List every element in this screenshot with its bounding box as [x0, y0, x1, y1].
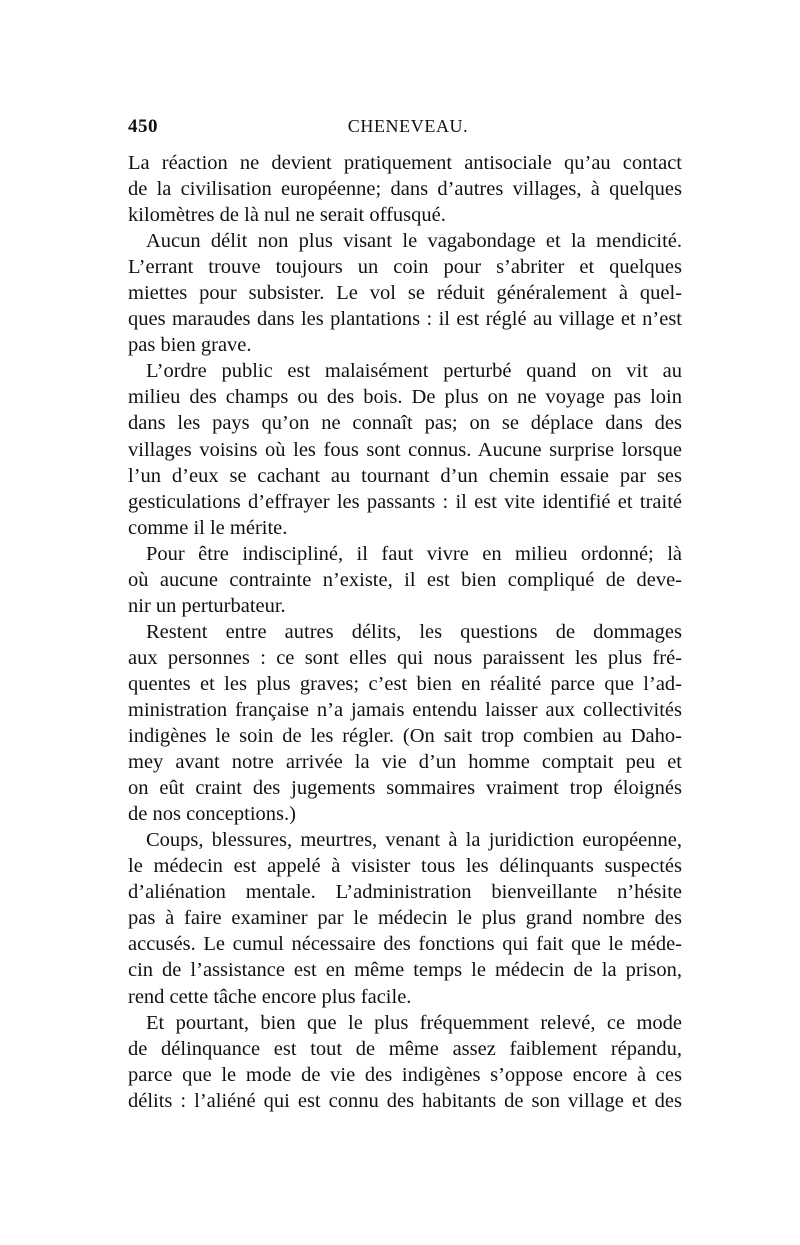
text-line: ministration française n’a jamais entendu laisser aux collectivités — [128, 698, 682, 721]
text-line: Coups, blessures, meurtres, venant à la juridiction européenne, — [146, 829, 682, 852]
text-line: kilomètres de là nul ne serait offusqué. — [128, 204, 446, 227]
body-text — [128, 150, 682, 1114]
text-line: de nos conceptions.) — [128, 803, 296, 826]
text-line: rend cette tâche encore plus facile. — [128, 985, 412, 1008]
page-number: 450 — [128, 116, 158, 137]
text-line: aux personnes : ce sont elles qui nous paraissent les plus fré- — [128, 646, 682, 669]
text-line: pas bien grave. — [128, 334, 252, 357]
text-line: de délinquance est tout de même assez faiblement répandu, — [128, 1037, 682, 1060]
text-line: Et pourtant, bien que le plus fréquemment relevé, ce mode — [146, 1011, 682, 1034]
text-line: délits : l’aliéné qui est connu des habitants de son village et des — [128, 1089, 682, 1112]
text-line: pas à faire examiner par le médecin le plus grand nombre des — [128, 907, 682, 930]
text-line: dans les pays qu’on ne connaît pas; on se déplace dans des — [128, 412, 682, 435]
text-line: miettes pour subsister. Le vol se réduit généralement à quel- — [128, 282, 682, 305]
page-header — [128, 116, 682, 146]
text-line: milieu des champs ou des bois. De plus on ne voyage pas loin — [128, 386, 682, 409]
text-line: gesticulations d’effrayer les passants : il est vite identifié et traité — [128, 490, 682, 513]
text-line: Aucun délit non plus visant le vagabondage et la mendicité. — [146, 230, 682, 253]
text-line: de la civilisation européenne; dans d’autres villages, à quelques — [128, 178, 682, 201]
text-line: indigènes le soin de les régler. (On sait trop combien au Daho- — [128, 725, 682, 748]
text-line: on eût craint des jugements sommaires vraiment trop éloignés — [128, 777, 682, 800]
text-line: nir un perturbateur. — [128, 594, 286, 617]
text-line: L’errant trouve toujours un coin pour s’abriter et quelques — [128, 256, 682, 279]
text-line: Pour être indiscipliné, il faut vivre en milieu ordonné; là — [146, 542, 682, 565]
text-line: accusés. Le cumul nécessaire des fonctions qui fait que le méde- — [128, 933, 682, 956]
text-line: le médecin est appelé à visister tous les délinquants suspectés — [128, 855, 682, 878]
text-line: où aucune contrainte n’existe, il est bien compliqué de deve- — [128, 568, 682, 591]
text-line: La réaction ne devient pratiquement antisociale qu’au contact — [128, 152, 682, 174]
text-line: quentes et les plus graves; c’est bien en réalité parce que l’ad- — [128, 672, 682, 695]
text-line: ques maraudes dans les plantations : il est réglé au village et n’est — [128, 308, 682, 331]
text-line: l’un d’eux se cachant au tournant d’un chemin essaie par ses — [128, 464, 682, 487]
text-line: villages voisins où les fous sont connus. Aucune surprise lorsque — [128, 438, 682, 461]
text-line: parce que le mode de vie des indigènes s’oppose encore à ces — [128, 1063, 682, 1086]
text-line: Restent entre autres délits, les questions de dommages — [146, 620, 682, 643]
text-line: L’ordre public est malaisément perturbé quand on vit au — [146, 360, 682, 383]
text-line: mey avant notre arrivée la vie d’un homme comptait peu et — [128, 751, 682, 774]
running-head: CHENEVEAU. — [347, 116, 469, 136]
text-line: d’aliénation mentale. L’administration bienveillante n’hésite — [128, 881, 682, 904]
text-line: cin de l’assistance est en même temps le médecin de la prison, — [128, 959, 682, 982]
text-line: comme il le mérite. — [128, 516, 288, 539]
